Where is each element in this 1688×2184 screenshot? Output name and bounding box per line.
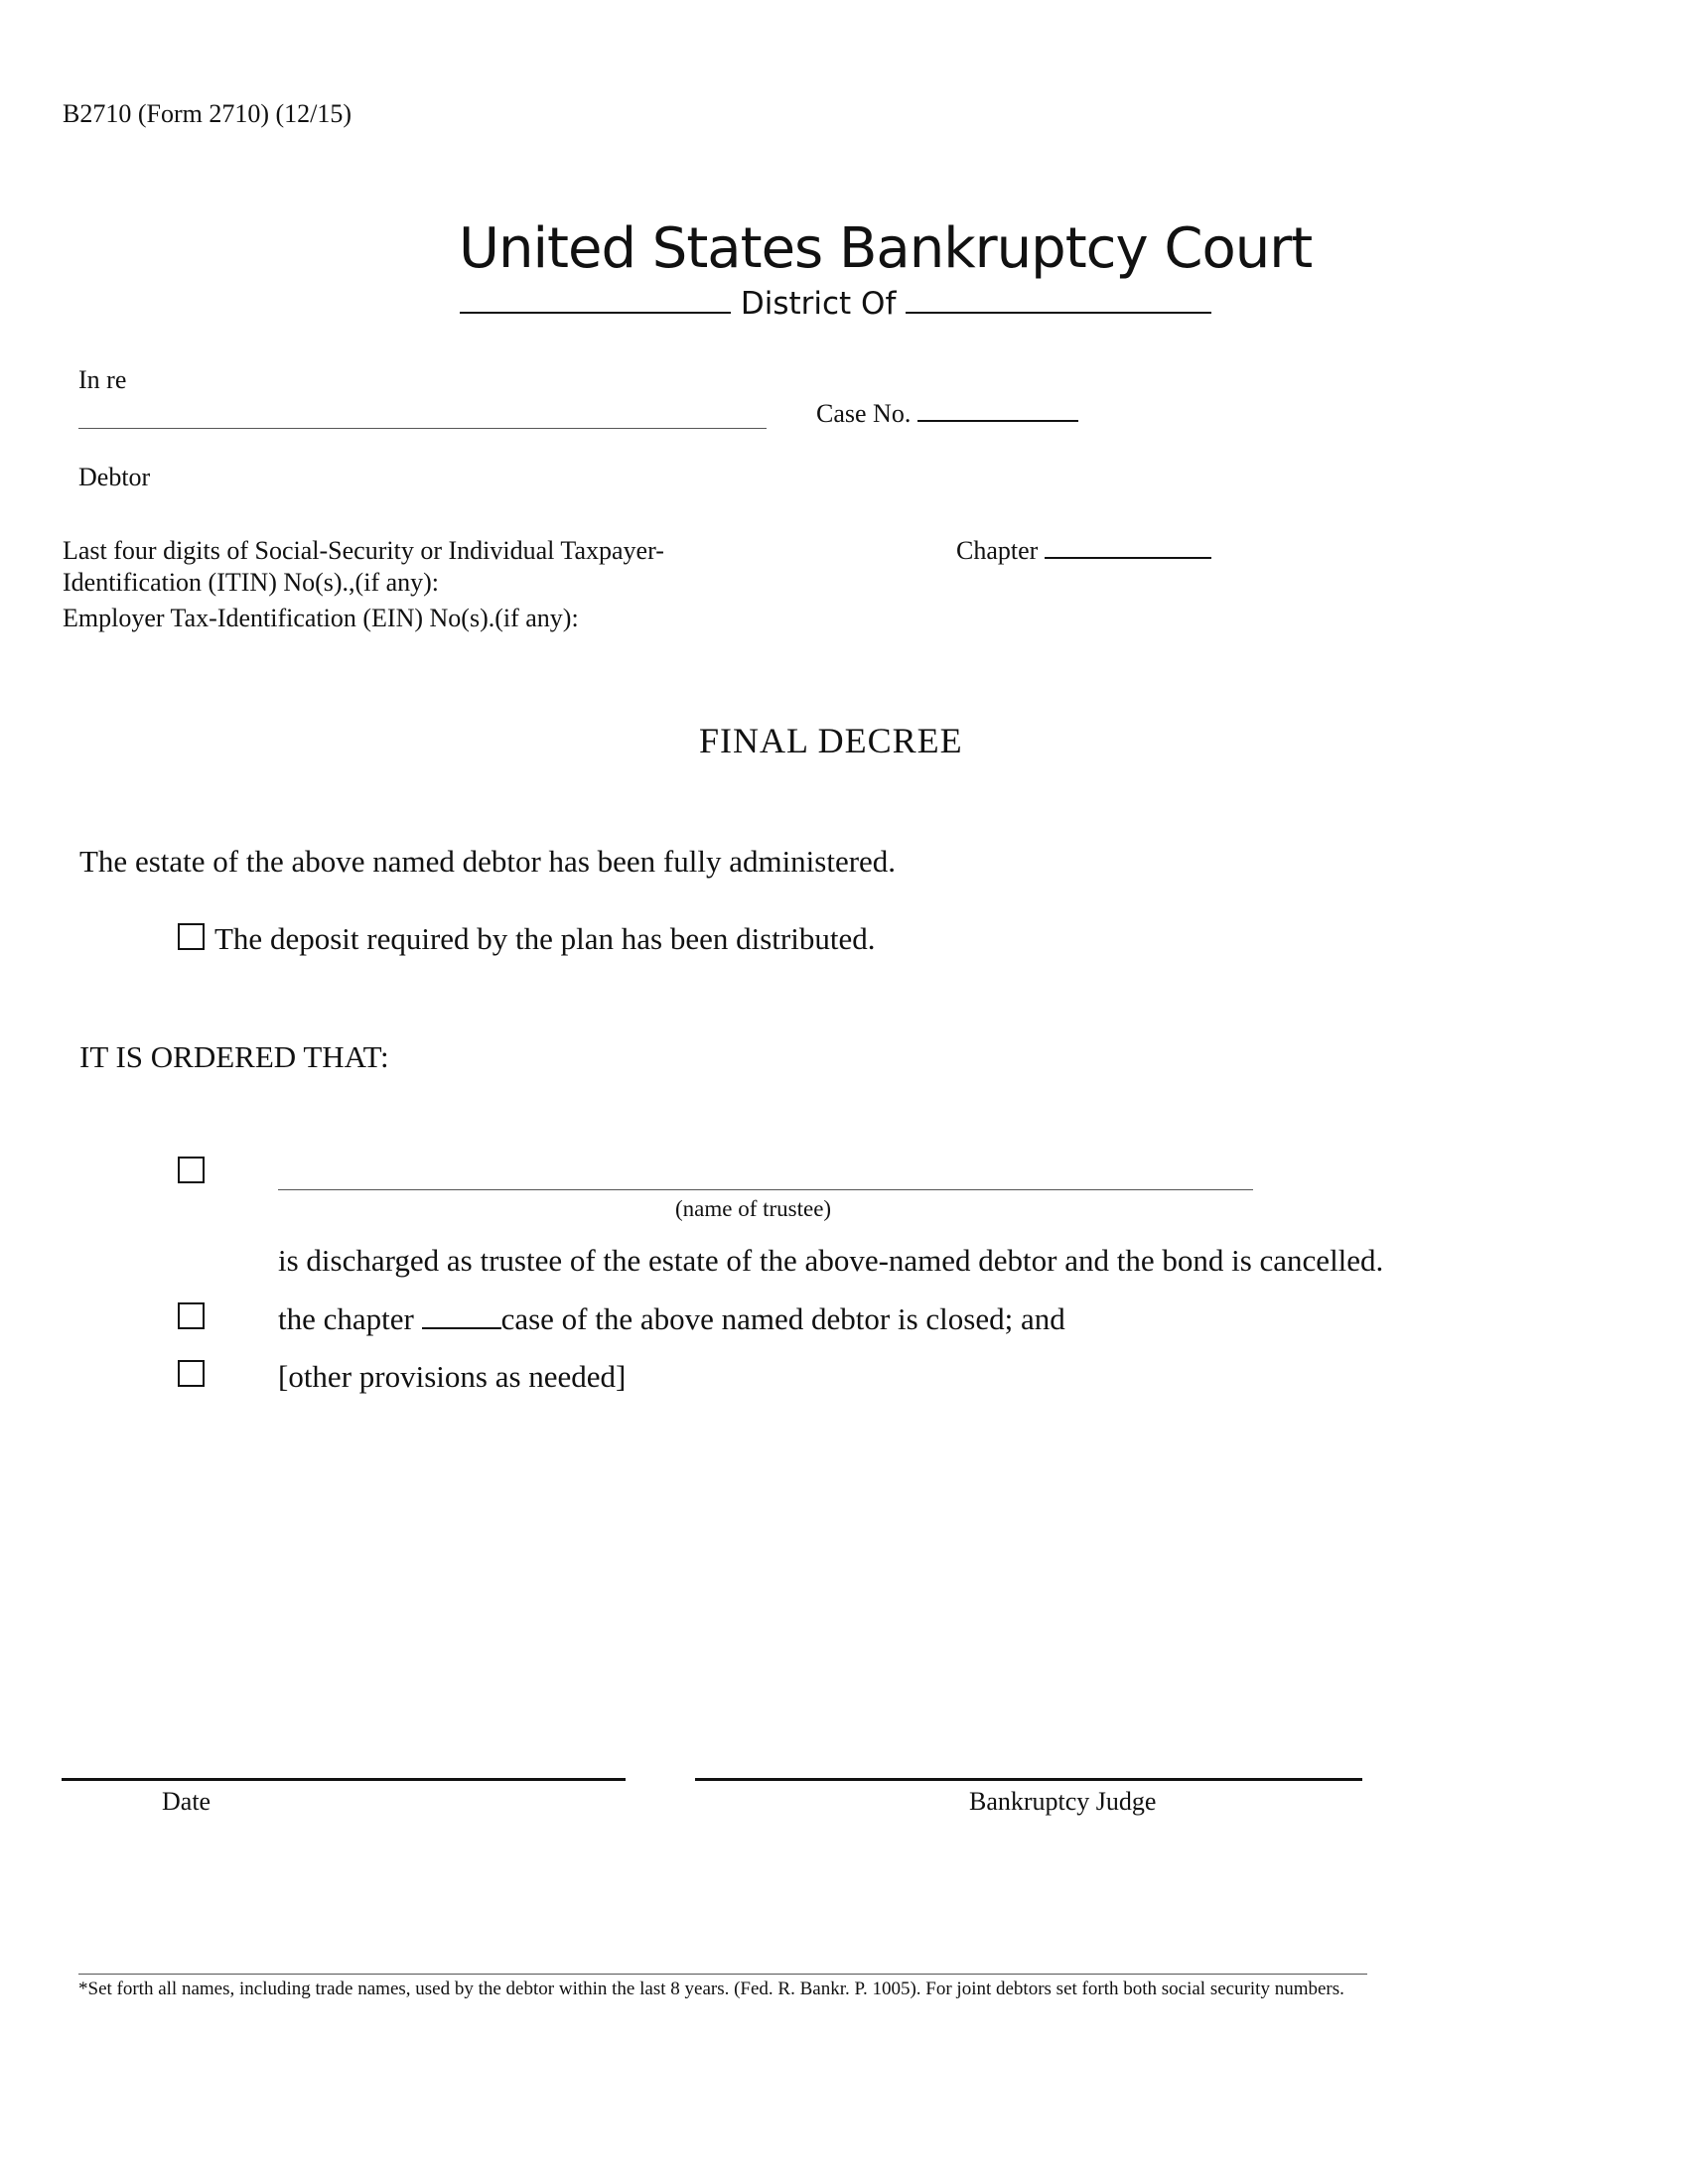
ssn-line-1: Last four digits of Social-Security or Individual Taxpayer-: [63, 536, 664, 565]
debtor-label: Debtor: [78, 463, 151, 491]
chapter-field: [956, 536, 1211, 566]
date-line[interactable]: [62, 1778, 626, 1781]
deposit-option: The deposit required by the plan has been distributed.: [214, 921, 876, 956]
trustee-checkbox[interactable]: [178, 1157, 205, 1183]
trustee-name-line[interactable]: [278, 1189, 1253, 1190]
footnote-divider: [78, 1974, 1367, 1975]
district-line: [460, 286, 1211, 322]
case-no-field: [816, 399, 1078, 429]
debtor-name-line[interactable]: [78, 428, 767, 429]
case-no-label: Case No.: [816, 399, 912, 428]
ordered-heading: IT IS ORDERED THAT:: [79, 1039, 389, 1074]
chapter-case-line: [278, 1301, 1065, 1337]
ssn-line-2: Identification (ITIN) No(s).,(if any):: [63, 568, 440, 597]
chapter-blank[interactable]: [1045, 557, 1211, 559]
estate-statement: The estate of the above named debtor has been fully administered.: [79, 844, 897, 879]
trustee-discharge: is discharged as trustee of the estate of the above-named debtor and the bond is cancelled.: [278, 1243, 1384, 1278]
decree-heading: FINAL DECREE: [699, 721, 963, 760]
ein-line: Employer Tax-Identification (EIN) No(s).(if any):: [63, 604, 579, 632]
court-title: United States Bankruptcy Court: [459, 216, 1313, 281]
judge-signature-line[interactable]: [695, 1778, 1362, 1781]
trustee-caption: (name of trustee): [675, 1196, 832, 1221]
district-blank-right[interactable]: [906, 312, 1211, 314]
other-provisions: [other provisions as needed]: [278, 1359, 627, 1394]
judge-label: Bankruptcy Judge: [969, 1787, 1157, 1816]
chapter-number-blank[interactable]: [422, 1327, 501, 1329]
chapter-case-checkbox[interactable]: [178, 1302, 205, 1329]
chapter-case-suffix: case of the above named debtor is closed; and: [500, 1301, 1065, 1336]
chapter-label: Chapter: [956, 536, 1039, 565]
district-label: District Of: [740, 286, 897, 322]
date-label: Date: [162, 1787, 211, 1816]
case-no-blank[interactable]: [917, 420, 1078, 422]
chapter-case-prefix: the chapter: [278, 1301, 414, 1336]
deposit-checkbox[interactable]: [178, 923, 205, 950]
other-provisions-checkbox[interactable]: [178, 1360, 205, 1387]
footnote: *Set forth all names, including trade names, used by the debtor within the last 8 years. (Fed. R. Bankr. P. 1005). For joint debtors set forth both social security numbers.: [78, 1979, 1344, 1999]
in-re-label: In re: [78, 365, 127, 394]
form-id: B2710 (Form 2710) (12/15): [63, 99, 352, 128]
district-blank-left[interactable]: [460, 312, 731, 314]
